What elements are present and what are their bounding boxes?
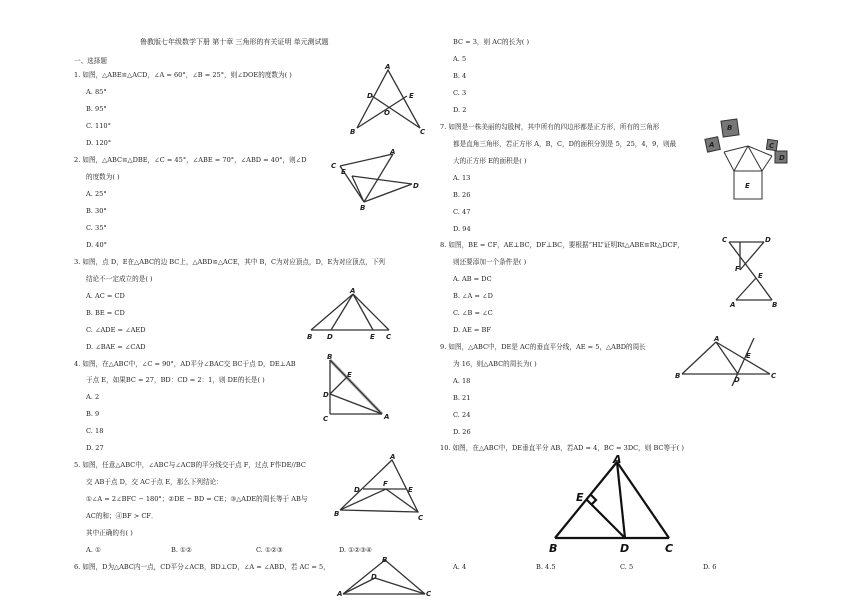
figure-q4	[320, 352, 392, 424]
question-5-text-3: ①∠A = 2∠BFC − 180°；②DE − BD = CE；③△ADE的周长等于 AB与	[86, 495, 308, 503]
q3-option-b[interactable]: B. BE = CD	[86, 309, 125, 317]
f4-label-3: C	[323, 415, 329, 423]
q6-option-c[interactable]: C. 3	[453, 89, 467, 97]
q4-option-c[interactable]: C. 18	[86, 427, 104, 435]
f6-label-1: D	[371, 573, 377, 581]
q2-option-b[interactable]: B. 30°	[86, 207, 107, 215]
question-10-text: 10. 如图，在△ABC中，DE垂直平分 AB，若AD = 4，BC = 3DC，则 BC等于( )	[440, 444, 684, 452]
figure-q2	[328, 148, 420, 214]
f7-label-3: D	[779, 154, 785, 162]
f10-label-1: E	[576, 491, 584, 504]
q4-option-b[interactable]: B. 9	[86, 410, 100, 418]
question-7-text-3: 大的正方形 E的面积是( )	[453, 157, 527, 165]
q8-option-a[interactable]: A. AB = DC	[453, 275, 492, 283]
f2-label-2: C	[331, 162, 337, 170]
figure-q7	[700, 116, 792, 202]
question-4-text: 4. 如图，在△ABC中，∠C = 90°，AD平分∠BAC交 BC于点 D，DE⊥AB	[74, 360, 296, 368]
f3-label-1: B	[307, 333, 313, 341]
question-4-text-cont: 于点 E，如果BC = 27，BD：CD = 2：1，则 DE的长是( )	[86, 376, 265, 384]
question-7-text-2: 都是直角三角形，若正方形 A，B，C，D的面积分别是 5，25，4，9，则最	[453, 140, 677, 148]
q10-option-c[interactable]: C. 5	[620, 563, 634, 571]
f7-label-0: B	[727, 124, 733, 132]
f10-label-4: C	[665, 542, 674, 555]
f3-label-0: A	[350, 287, 356, 295]
question-6-text-cont: BC = 3，则 AC的长为( )	[453, 38, 530, 46]
q2-option-c[interactable]: C. 35°	[86, 224, 107, 232]
f9-label-1: E	[746, 352, 751, 360]
f4-label-4: A	[384, 413, 390, 421]
f2-label-1: E	[341, 168, 346, 176]
f9-label-0: A	[714, 335, 720, 343]
f1-label-5: C	[420, 128, 426, 136]
f2-label-4: D	[413, 182, 419, 190]
f1-label-1: D	[367, 92, 373, 100]
q7-option-b[interactable]: B. 26	[453, 191, 471, 199]
f1-label-3: O	[384, 109, 390, 117]
f3-label-2: D	[327, 333, 333, 341]
q8-option-b[interactable]: B. ∠A = ∠D	[453, 292, 493, 300]
q3-option-c[interactable]: C. ∠ADE = ∠AED	[86, 326, 146, 334]
q1-option-b[interactable]: B. 95°	[86, 105, 107, 113]
q4-option-d[interactable]: D. 27	[86, 444, 104, 452]
q6-option-d[interactable]: D. 2	[453, 106, 467, 114]
f2-label-3: B	[360, 204, 366, 212]
f5-label-0: A	[390, 453, 396, 461]
f8-label-3: E	[758, 272, 763, 280]
q9-option-b[interactable]: B. 21	[453, 394, 471, 402]
q5-option-d[interactable]: D. ①②③④	[339, 546, 372, 554]
f3-label-3: E	[370, 333, 375, 341]
q7-option-a[interactable]: A. 13	[453, 174, 471, 182]
f8-label-5: B	[772, 301, 778, 309]
f10-label-0: A	[613, 453, 622, 466]
f9-label-2: B	[675, 372, 681, 380]
f4-label-1: E	[347, 371, 352, 379]
q6-option-a[interactable]: A. 5	[453, 55, 467, 63]
q9-option-d[interactable]: D. 26	[453, 428, 471, 436]
f5-label-3: E	[408, 486, 413, 494]
q2-option-d[interactable]: D. 40°	[86, 241, 107, 249]
f8-label-1: D	[765, 236, 771, 244]
figure-q10	[545, 452, 685, 556]
question-9-text: 9. 如图，△ABC中，DE是 AC的垂直平分线，AE = 5，△ABD的周长	[440, 343, 646, 351]
question-3-text-cont: 结论不一定成立的是( )	[86, 275, 153, 283]
f5-label-1: D	[354, 486, 360, 494]
f5-label-5: C	[418, 514, 424, 522]
f7-label-2: C	[769, 142, 775, 150]
question-1-text: 1. 如图，△ABE≌△ACD，∠A = 60°，∠B = 25°，则∠DOE的度数为( )	[74, 71, 292, 79]
question-8-text: 8. 如图，BE = CF，AE⊥BC，DF⊥BC，要根据“HL”证明Rt△ABE≌Rt△DCF，	[440, 241, 684, 249]
q5-option-b[interactable]: B. ①②	[171, 546, 192, 554]
f9-label-3: D	[734, 376, 740, 384]
q5-option-c[interactable]: C. ①②③	[256, 546, 283, 554]
q7-option-d[interactable]: D. 94	[453, 225, 471, 233]
q1-option-d[interactable]: D. 120°	[86, 139, 112, 147]
f4-label-2: D	[323, 391, 329, 399]
q8-option-c[interactable]: C. ∠B = ∠C	[453, 309, 493, 317]
f1-label-4: B	[350, 128, 356, 136]
question-5-text: 5. 如图，任意△ABC中，∠ABC与∠ACB的平分线交于点 F，过点 F作DE//BC	[74, 461, 306, 469]
question-5-text-2: 交 AB于点 D，交 AC于点 E，那么下列结论：	[86, 478, 223, 486]
q3-option-a[interactable]: A. AC = CD	[86, 292, 125, 300]
question-5-text-5: 其中正确的有( )	[86, 529, 133, 537]
q6-option-b[interactable]: B. 4	[453, 72, 467, 80]
figure-q3	[305, 286, 401, 342]
figure-q9	[672, 332, 782, 388]
question-3-text: 3. 如图，点 D，E在△ABC的边 BC上，△ABD≌△ACE，其中 B，C为对应顶点，D，E为对应顶点，下列	[74, 258, 386, 266]
question-7-text: 7. 如图是一株美丽的勾股树，其中所有的四边形都是正方形，所有的三角形	[440, 123, 660, 131]
f8-label-4: A	[730, 301, 736, 309]
f8-label-0: C	[722, 236, 728, 244]
q9-option-a[interactable]: A. 18	[453, 377, 471, 385]
f4-label-0: B	[327, 353, 333, 361]
q9-option-c[interactable]: C. 24	[453, 411, 471, 419]
q8-option-d[interactable]: D. AE = BF	[453, 326, 491, 334]
question-8-text-2: 则还要添加一个条件是( )	[453, 258, 527, 266]
f2-label-0: A	[390, 148, 396, 156]
f5-label-4: B	[334, 510, 340, 518]
question-2-text: 2. 如图，△ABC≌△DBE，∠C = 45°，∠ABE = 70°，∠ABD = 40°，则∠D	[74, 156, 307, 164]
f7-label-1: A	[709, 141, 715, 149]
q10-option-a[interactable]: A. 4	[453, 563, 467, 571]
f1-label-2: E	[409, 92, 414, 100]
figure-q1	[350, 62, 430, 136]
f7-label-4: E	[745, 182, 750, 190]
page-title: 鲁教版七年级数学下册 第十章 三角形的有关证明 单元测试题	[140, 38, 329, 46]
q2-option-a[interactable]: A. 25°	[86, 190, 107, 198]
q10-option-d[interactable]: D. 6	[703, 563, 717, 571]
q1-option-a[interactable]: A. 85°	[86, 88, 107, 96]
question-9-text-2: 为 16，则△ABC的周长为( )	[453, 360, 537, 368]
q10-option-b[interactable]: B. 4.5	[536, 563, 556, 571]
f6-label-2: A	[337, 590, 343, 598]
f3-label-4: C	[386, 333, 392, 341]
figure-q8	[722, 234, 782, 310]
f10-label-3: D	[620, 542, 630, 555]
f10-label-2: B	[549, 542, 558, 555]
q3-option-d[interactable]: D. ∠BAE = ∠CAD	[86, 343, 146, 351]
question-6-text: 6. 如图，D为△ABC内一点，CD平分∠ACB，BD⊥CD，∠A = ∠ABD，若 AC = 5，	[74, 563, 330, 571]
q1-option-c[interactable]: C. 110°	[86, 122, 111, 130]
q7-option-c[interactable]: C. 47	[453, 208, 471, 216]
q4-option-a[interactable]: A. 2	[86, 393, 100, 401]
f6-label-0: B	[382, 556, 388, 564]
f6-label-3: C	[426, 590, 432, 598]
f5-label-2: F	[383, 480, 388, 488]
question-2-text-cont: 的度数为( )	[86, 173, 120, 181]
f8-label-2: F	[735, 265, 740, 273]
f1-label-0: A	[385, 63, 391, 71]
f9-label-4: C	[771, 372, 777, 380]
q5-option-a[interactable]: A. ①	[86, 546, 101, 554]
section-heading: 一、选择题	[74, 57, 107, 65]
question-5-text-4: AC的和；④BF > CF．	[86, 512, 158, 520]
figure-q5	[330, 452, 430, 524]
figure-q6	[335, 556, 435, 608]
